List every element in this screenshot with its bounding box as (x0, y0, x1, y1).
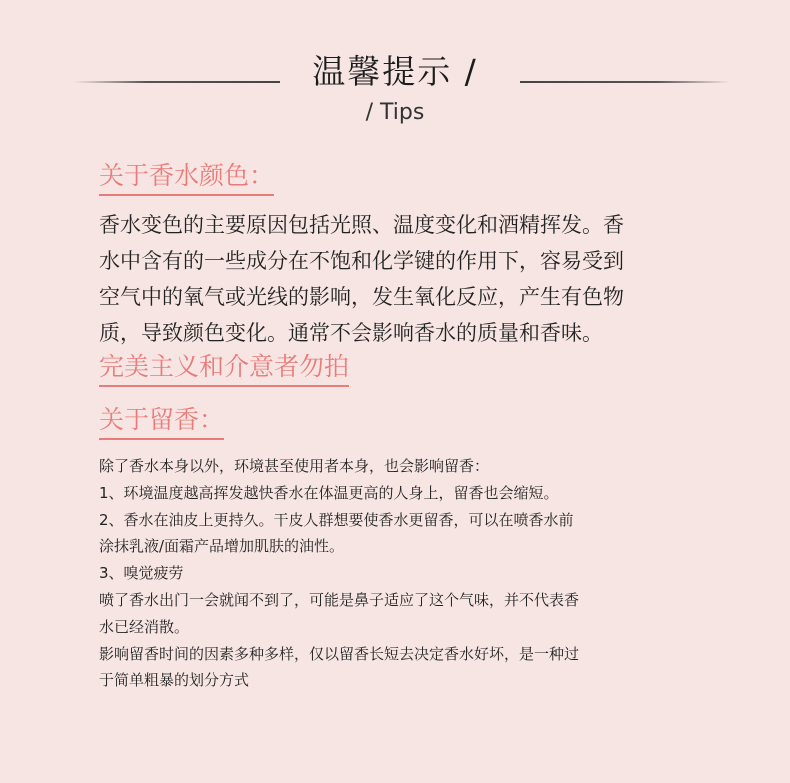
body-line: 3、嗅觉疲劳 (99, 564, 184, 583)
body-line: 影响留香时间的因素多种多样，仅以留香长短去决定香水好坏，是一种过 (99, 644, 580, 663)
page-subtitle: / Tips (365, 100, 425, 125)
section-heading-longevity: 关于留香： (99, 404, 224, 440)
page-title: 温馨提示 / (312, 52, 478, 91)
body-line: 空气中的氧气或光线的影响，发生氧化反应，产生有色物 (99, 285, 624, 309)
body-line: 质，导致颜色变化。通常不会影响香水的质量和香味。 (99, 321, 603, 345)
section-body-color (99, 207, 729, 351)
section-body-longevity (99, 453, 739, 694)
body-line: 水已经消散。 (99, 617, 190, 636)
body-line: 香水变色的主要原因包括光照、温度变化和酒精挥发。香 (99, 213, 624, 237)
header (0, 0, 790, 140)
body-line: 1、环境温度越高挥发越快香水在体温更高的人身上，留香也会缩短。 (99, 483, 559, 502)
notice-perfectionist: 完美主义和介意者勿拍 (99, 351, 349, 387)
body-line: 除了香水本身以外，环境甚至使用者本身，也会影响留香： (99, 457, 490, 475)
body-line: 喷了香水出门一会就闻不到了，可能是鼻子适应了这个气味，并不代表香 (99, 590, 580, 609)
body-line: 水中含有的一些成分在不饱和化学键的作用下，容易受到 (99, 249, 624, 273)
section-heading-color: 关于香水颜色： (99, 160, 274, 196)
body-line: 2、香水在油皮上更持久。干皮人群想要使香水更留香，可以在喷香水前 (99, 510, 574, 529)
body-line: 涂抹乳液/面霜产品增加肌肤的油性。 (99, 537, 345, 556)
body-line: 于简单粗暴的划分方式 (99, 671, 250, 690)
